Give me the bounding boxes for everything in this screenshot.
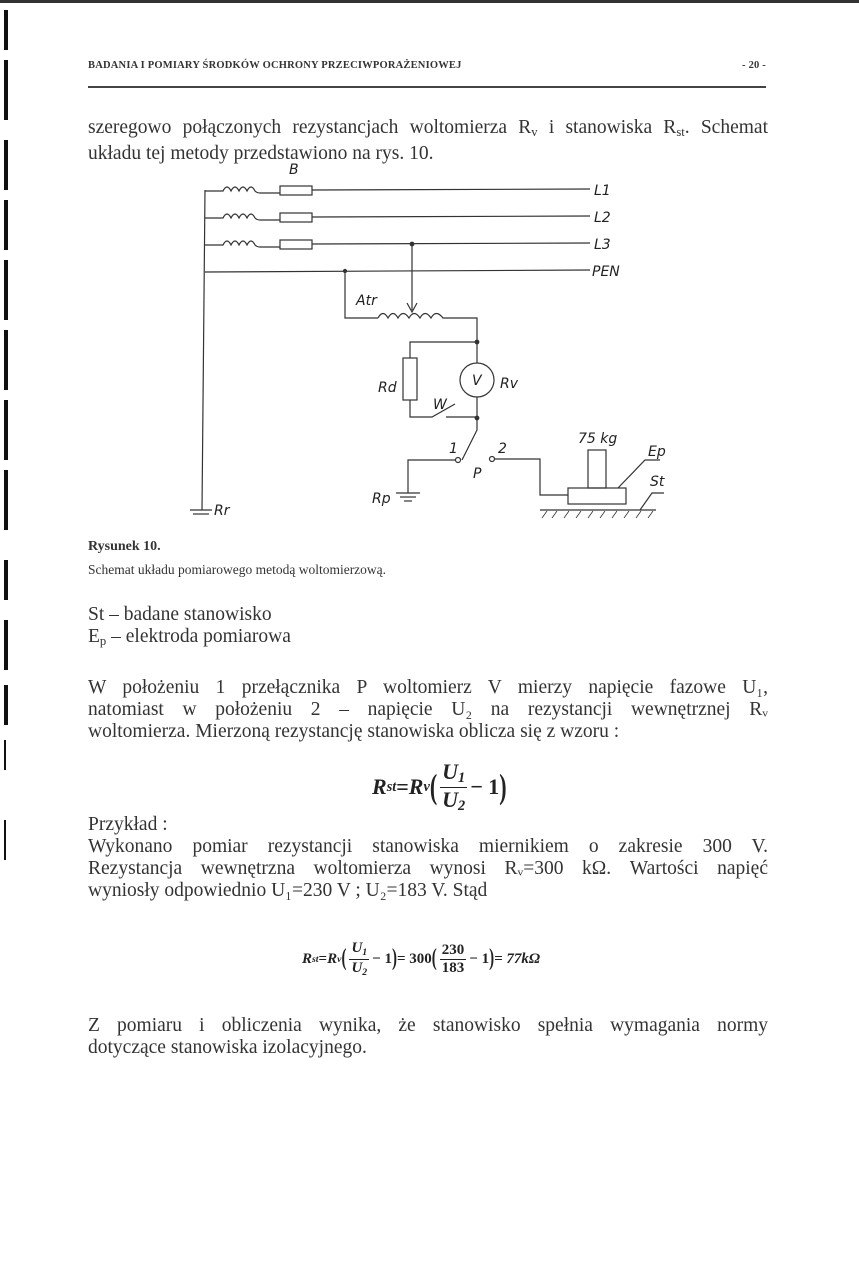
paragraph-line: natomiast w położeniu 2 – napięcie U₂ na rezystancji wewnętrznej Rᵥ: [88, 699, 768, 720]
ground-rr-icon: [190, 510, 212, 514]
page-number: - 20 -: [742, 60, 766, 71]
label-w: W: [433, 397, 447, 413]
running-header: [88, 60, 766, 71]
label-l2: L2: [594, 210, 611, 226]
scan-artifact: [4, 60, 8, 120]
figure-caption-title: Rysunek 10.: [88, 539, 161, 554]
st-leader: [640, 493, 664, 510]
label-l3: L3: [594, 237, 611, 253]
label-2: 2: [498, 441, 507, 457]
label-rr: Rr: [214, 503, 230, 519]
header-rule: [88, 86, 766, 88]
label-rp: Rp: [372, 491, 391, 507]
scan-artifact: [4, 685, 8, 725]
scan-artifact: [4, 740, 6, 770]
scan-artifact: [4, 470, 8, 530]
label-atr: Atr: [356, 293, 377, 309]
phase-l1: [205, 186, 590, 195]
scan-artifact: [4, 620, 8, 670]
legend-st: St – badane stanowisko: [88, 604, 272, 625]
paragraph-line: dotyczące stanowiska izolacyjnego.: [88, 1037, 367, 1058]
scan-artifact: [4, 330, 8, 390]
weight-block: [588, 450, 606, 488]
scan-artifact: [4, 400, 8, 460]
label-rd: Rd: [378, 380, 397, 396]
header-title: BADANIA I POMIARY ŚRODKÓW OCHRONY PRZECIWPORAŻENIOWEJ: [88, 60, 462, 71]
example-heading: Przykład :: [88, 814, 168, 835]
intro-line-1: szeregowo połączonych rezystancjach woltomierza $R_v$ i stanowiska $R_{st}$. Schemat: [88, 117, 768, 139]
scan-artifact: [4, 560, 8, 600]
fuse-icon: [280, 213, 312, 222]
legend-ep: $E_p$ – elektroda pomiarowa: [88, 626, 291, 648]
scan-artifact: [4, 820, 6, 860]
measuring-electrode: [568, 488, 626, 504]
floor-hatching: [542, 511, 653, 518]
paragraph-line: W położeniu 1 przełącznika P woltomierz V mierzy napięcie fazowe U₁,: [88, 677, 768, 698]
paragraph-line: Wykonano pomiar rezystancji stanowiska miernikiem o zakresie 300 V.: [88, 836, 768, 857]
figure-caption-text: Schemat układu pomiarowego metodą woltomierzową.: [88, 562, 387, 577]
label-1: 1: [449, 441, 458, 457]
example-paragraph: [88, 814, 768, 902]
label-pen: PEN: [592, 264, 620, 280]
resistor-rd: [403, 358, 417, 400]
label-fuse: B: [289, 162, 299, 178]
neutral-bus-line: [202, 190, 205, 510]
pen-line: [205, 270, 590, 272]
legend: [88, 604, 768, 652]
intro-line-2: układu tej metody przedstawiono na rys. 10.: [88, 143, 434, 164]
phase-l2: [205, 213, 590, 222]
scan-artifact: [4, 260, 8, 320]
scan-artifact: [4, 10, 8, 50]
label-p: P: [473, 466, 482, 482]
label-rv: Rv: [500, 376, 519, 392]
ground-rp-icon: [396, 493, 420, 501]
label-st: St: [650, 474, 665, 490]
label-v: V: [472, 373, 482, 389]
formula-example: R st = R v ( $\frac{U_1}{U_2}$ − 1 ) = 300 ( $\frac{230}{183}$ − 1 ) = 77kΩ: [302, 940, 541, 978]
paragraph-line: Z pomiaru i obliczenia wynika, że stanowisko spełnia wymagania normy: [88, 1015, 768, 1036]
phase-l3: [205, 240, 590, 249]
label-weight: 75 kg: [578, 431, 618, 447]
paragraph-line: Rezystancja wewnętrzna woltomierza wynosi Rᵥ=300 kΩ. Wartości napięć: [88, 858, 768, 879]
label-l1: L1: [594, 183, 611, 199]
scan-top-edge: [0, 0, 859, 3]
scan-artifact: [4, 200, 8, 250]
paragraph-line: woltomierza. Mierzoną rezystancję stanowiska oblicza się z wzoru :: [88, 721, 620, 742]
autotransformer-coil: [378, 314, 477, 343]
intro-paragraph: [88, 117, 768, 165]
fuse-icon: [280, 240, 312, 249]
label-ep: Ep: [648, 444, 666, 460]
paragraph-method: [88, 677, 768, 743]
contact-1: [456, 458, 461, 463]
switch-p-blade: [462, 418, 477, 460]
circuit-diagram: [190, 160, 670, 520]
formula-rst: R st = R v ( $\frac{U_1}{U_2}$ − 1 ): [372, 759, 507, 814]
paragraph-line: wyniosły odpowiednio U₁=230 V ; U₂=183 V. Stąd: [88, 880, 488, 901]
scan-artifact: [4, 140, 8, 190]
fuse-icon: [280, 186, 312, 195]
contact-2: [490, 457, 495, 462]
conclusion-paragraph: [88, 1015, 768, 1059]
